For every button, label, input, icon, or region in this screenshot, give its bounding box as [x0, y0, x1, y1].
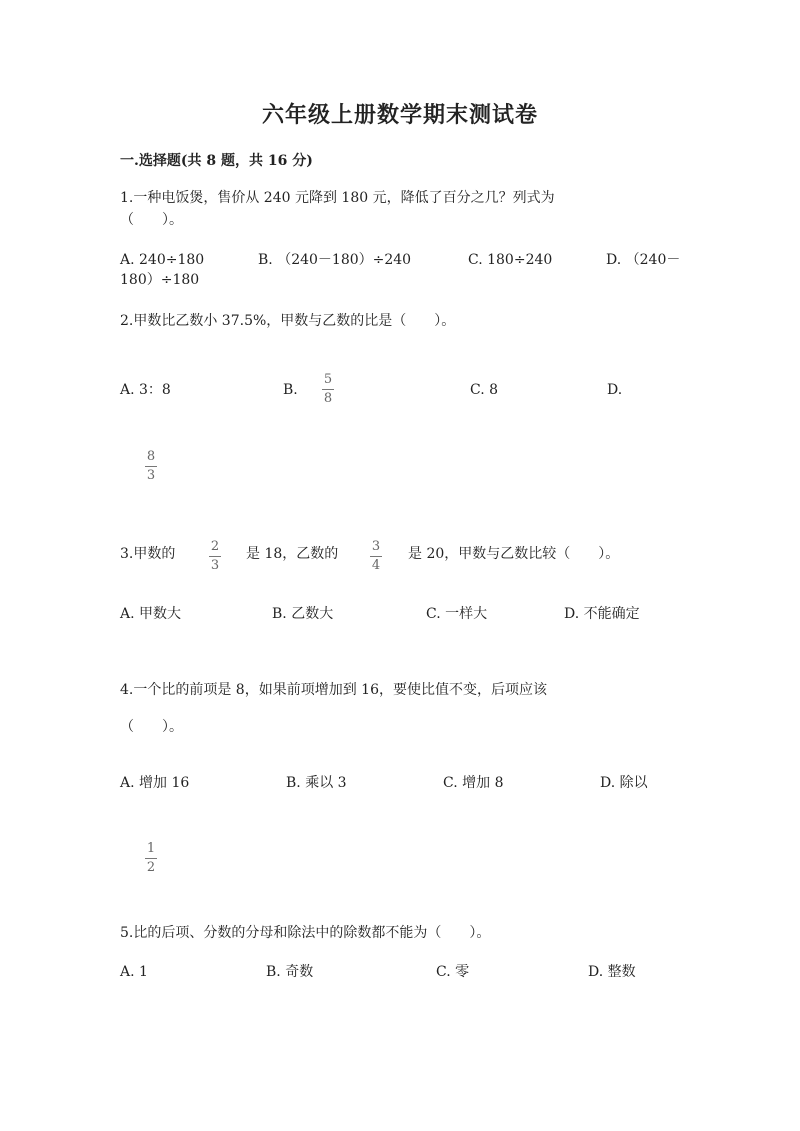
fraction-denominator: 4	[371, 558, 381, 573]
q3-stem-part3: 是 20，甲数与乙数比较（ ）。	[408, 546, 620, 562]
fraction-bar	[322, 389, 334, 390]
q1-option-b: B. （240－180）÷240	[258, 252, 412, 268]
q1-option-d-line1: D. （240－	[606, 252, 681, 268]
fraction-numerator: 8	[146, 449, 156, 464]
q3-option-c: C. 一样大	[426, 606, 488, 622]
fraction-bar	[209, 556, 221, 557]
fraction-numerator: 3	[371, 539, 381, 554]
fraction-bar	[370, 556, 382, 557]
fraction-denominator: 8	[323, 391, 333, 406]
q4-stem-line2: （ ）。	[120, 719, 183, 735]
q4-option-b: B. 乘以 3	[286, 775, 347, 791]
q2-option-b-fraction	[322, 373, 334, 406]
q4-stem-line1: 4.一个比的前项是 8，如果前项增加到 16，要使比值不变，后项应该	[120, 682, 547, 698]
q2-stem: 2.甲数比乙数小 37.5%，甲数与乙数的比是（ ）。	[120, 313, 456, 329]
q3-fraction-2	[370, 540, 382, 573]
q5-option-b: B. 奇数	[266, 964, 314, 980]
q1-option-d-line2: 180）÷180	[120, 272, 200, 288]
q1-stem-line1: 1.一种电饭煲，售价从 240 元降到 180 元，降低了百分之几？列式为	[120, 190, 555, 206]
fraction-bar	[145, 466, 157, 467]
q3-stem-part1: 3.甲数的	[120, 546, 176, 562]
q5-option-a: A. 1	[120, 964, 148, 980]
fraction-denominator: 2	[146, 860, 156, 875]
q2-option-c: C. 8	[470, 382, 499, 398]
q5-stem: 5.比的后项、分数的分母和除法中的除数都不能为（ ）。	[120, 925, 491, 941]
fraction-denominator: 3	[146, 468, 156, 483]
q2-option-b-label: B.	[283, 382, 298, 398]
q3-option-a: A. 甲数大	[120, 606, 182, 622]
q2-option-d-fraction	[145, 450, 157, 483]
q5-option-c: C. 零	[436, 964, 470, 980]
fraction-numerator: 5	[323, 372, 333, 387]
q4-option-d-label: D. 除以	[600, 775, 648, 791]
section-heading: 一.选择题(共 8 题，共 16 分)	[120, 153, 313, 169]
page-title: 六年级上册数学期末测试卷	[261, 102, 538, 128]
q5-option-d: D. 整数	[588, 964, 636, 980]
fraction-numerator: 1	[146, 841, 156, 856]
q1-stem-line2: （ ）。	[120, 212, 183, 228]
q3-option-b: B. 乙数大	[272, 606, 334, 622]
q4-option-c: C. 增加 8	[443, 775, 504, 791]
q3-stem-part2: 是 18，乙数的	[246, 546, 339, 562]
fraction-bar	[145, 858, 157, 859]
q1-option-a: A. 240÷180	[120, 252, 205, 268]
q2-option-a: A. 3：8	[120, 382, 171, 398]
q3-fraction-1	[209, 540, 221, 573]
q3-option-d: D. 不能确定	[564, 606, 640, 622]
fraction-denominator: 3	[210, 558, 220, 573]
q4-option-a: A. 增加 16	[120, 775, 190, 791]
q2-option-d-label: D.	[607, 382, 623, 398]
q1-option-c: C. 180÷240	[468, 252, 553, 268]
q4-option-d-fraction	[145, 842, 157, 875]
fraction-numerator: 2	[210, 539, 220, 554]
